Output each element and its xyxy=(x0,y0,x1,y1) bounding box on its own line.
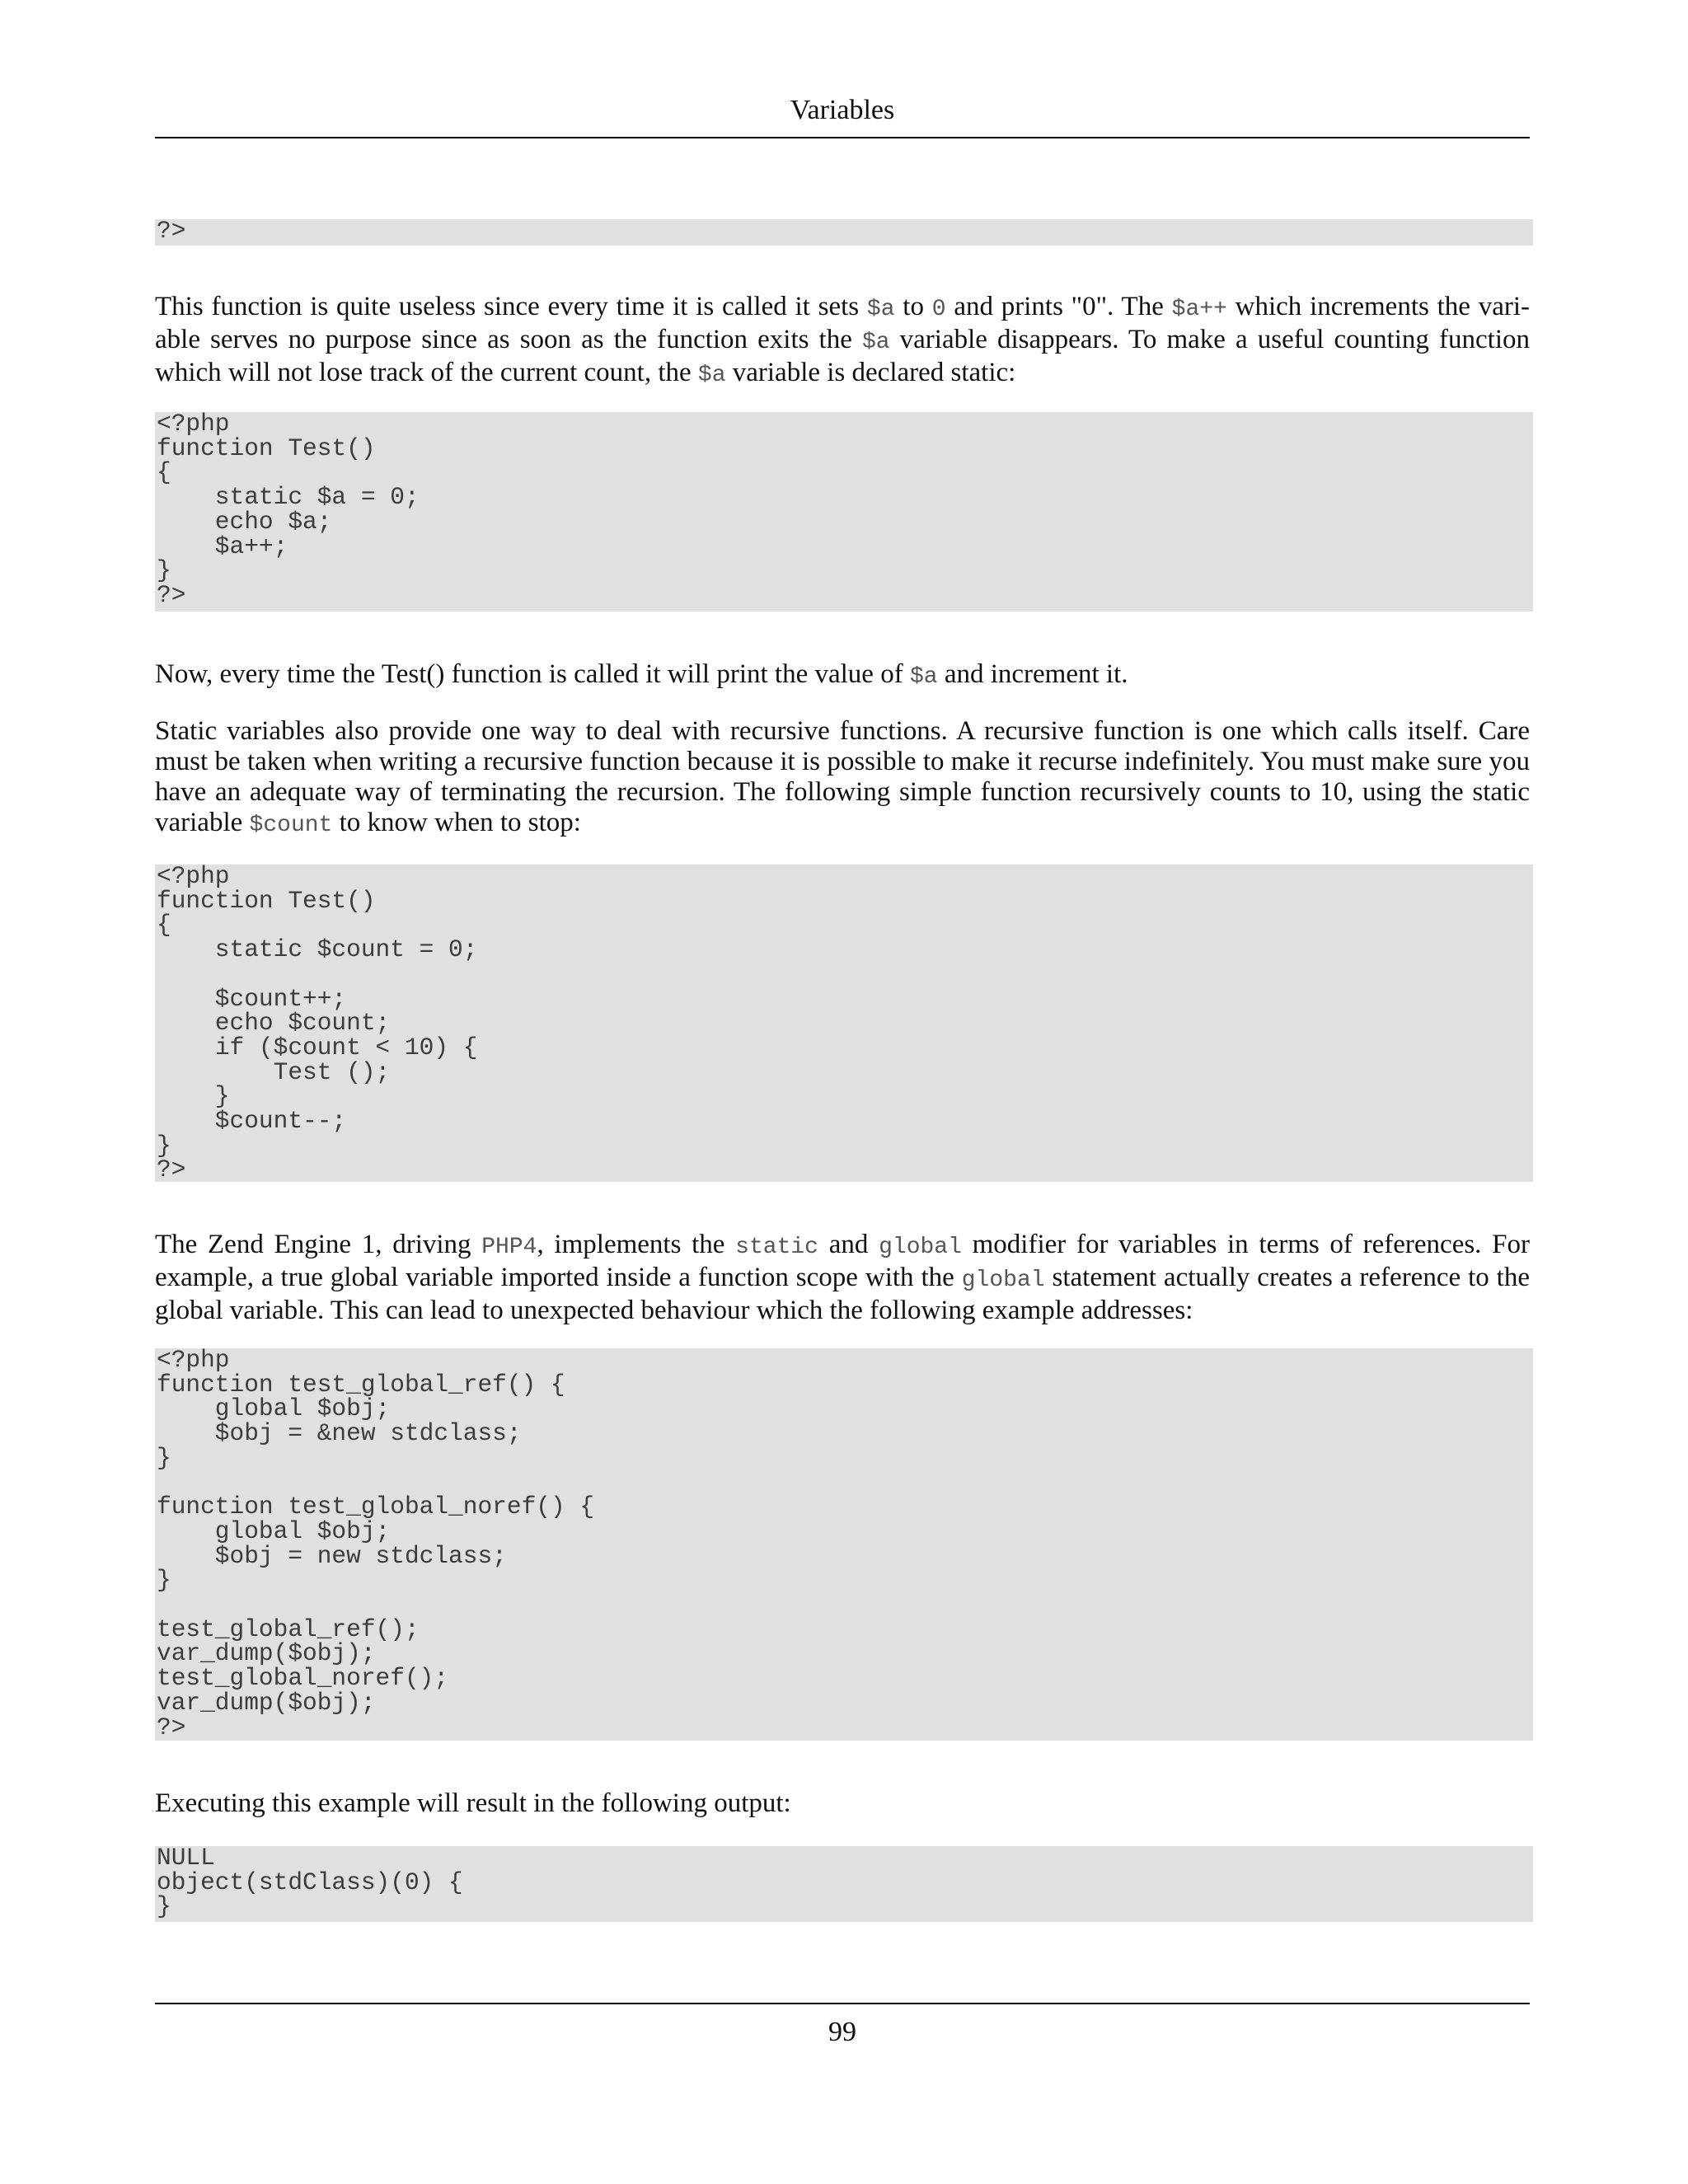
code-block-output: NULL object(stdClass)(0) { } xyxy=(155,1846,1533,1922)
inline-code: global xyxy=(961,1268,1045,1293)
header-rule xyxy=(155,137,1530,138)
inline-code: PHP4 xyxy=(481,1235,537,1260)
paragraph-text: variable is declared static: xyxy=(725,358,1016,387)
paragraph-output-intro xyxy=(155,1788,1530,1819)
inline-code: $a++ xyxy=(1171,297,1227,322)
inline-code: $a xyxy=(861,330,890,355)
inline-code: $a xyxy=(866,297,895,322)
inline-code: global xyxy=(879,1235,962,1260)
paragraph-text: variable disappears. To make a useful counting function which will not lose track of the current count, the xyxy=(155,325,1530,387)
inline-code: $a xyxy=(909,664,938,690)
paragraph-test-prints-value xyxy=(155,659,1530,692)
inline-code: $a xyxy=(697,363,726,388)
paragraph-text: to know when to stop: xyxy=(332,808,581,837)
paragraph-text: The Zend Engine 1, driving xyxy=(155,1230,482,1259)
paragraph-text: , implements the xyxy=(537,1230,736,1259)
paragraph-text: statement actually creates a reference to the global variable. This can lead to unexpected behaviour which the following example addresses: xyxy=(155,1263,1530,1325)
paragraph-text: Now, every time the Test() function is called it will print the value of xyxy=(155,659,910,689)
footer-rule xyxy=(155,2003,1530,2004)
paragraph-text: to xyxy=(894,292,932,321)
paragraph-recursive-functions xyxy=(155,716,1530,841)
paragraph-text: which increments the variable serves no purpose since as soon as the function exits the xyxy=(155,292,1531,354)
code-block-global-ref: <?php function test_global_ref() { global $obj; $obj = &new stdclass; } function test_global_noref() { global $obj; $obj = new stdclass; } test_global_ref(); var_dump($obj); test_global_noref(); var_dump($obj); ?> xyxy=(155,1348,1533,1741)
page-number: 99 xyxy=(828,2017,856,2047)
paragraph-text: modifier for variables in terms of references. For example, a true global variable imported inside a function scope with the xyxy=(155,1230,1530,1292)
code-block-recursive-count: <?php function Test() { static $count = 0; $count++; echo $count; if ($count < 10) { Test (); } $count--; } ?> xyxy=(155,865,1533,1182)
paragraph-text: and xyxy=(818,1230,879,1259)
paragraph-zend-engine xyxy=(155,1230,1530,1326)
inline-code: $count xyxy=(249,813,333,838)
running-header: Variables xyxy=(790,95,895,125)
code-block-php-close: ?> xyxy=(155,219,1533,246)
paragraph-text: and prints "0". The xyxy=(945,292,1172,321)
paragraph-text: and increment it. xyxy=(937,659,1128,689)
paragraph-useless-function xyxy=(155,292,1530,391)
paragraph-text: This function is quite useless since every time it is called it sets xyxy=(155,292,867,321)
code-block-static-counter: <?php function Test() { static $a = 0; echo $a; $a++; } ?> xyxy=(155,412,1533,612)
inline-code: static xyxy=(735,1235,818,1260)
paragraph-text: Executing this example will result in the following output: xyxy=(155,1788,791,1818)
inline-code: 0 xyxy=(931,297,946,322)
paragraph-text: Static variables also provide one way to deal with recursive functions. A recursive function is one which calls itself. Care must be taken when writing a recursive function because it is possible to make it recurse indefinitely. You must make sure you have an adequate way of terminating the recursion. The following simple function recursively counts to 10, using the static variable xyxy=(155,716,1530,837)
